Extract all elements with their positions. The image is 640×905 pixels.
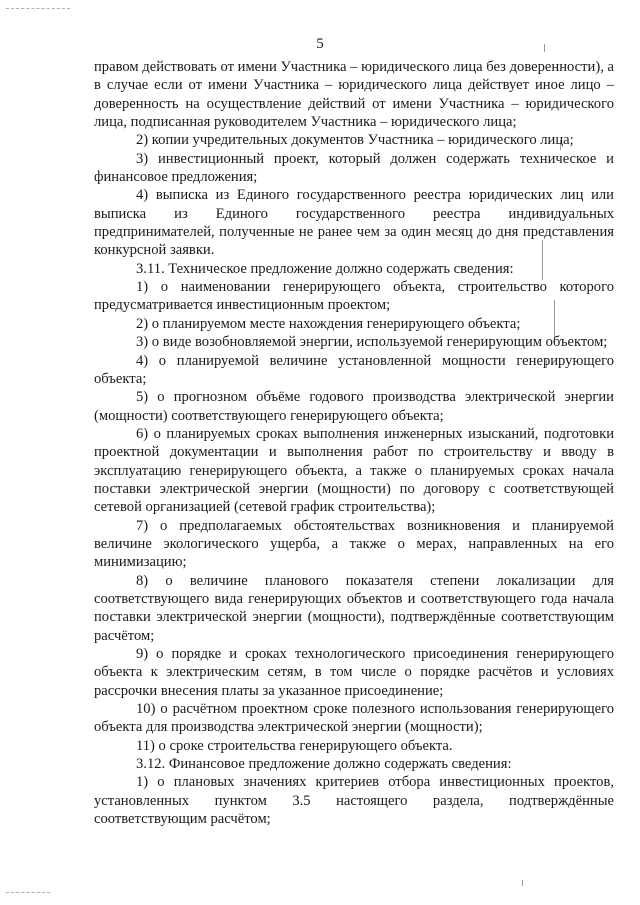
scan-artifact-mark (522, 880, 523, 886)
paragraph: 1) о наименовании генерирующего объекта, строительство которого предусматривается инвестиционным проектом; (94, 279, 614, 314)
paragraph: правом действовать от имени Участника – юридического лица без доверенности), а в случае если от имени Участника – юридического лица действует иное лицо – доверенность на осуществление действий от имени Участника – юридического лица, подписанная руководителем Участника – юридического лица; (94, 59, 614, 131)
paragraph: 3) о виде возобновляемой энергии, используемой генерирующим объектом; (136, 334, 608, 351)
paragraph: 7) о предполагаемых обстоятельствах возникновения и планируемой величине экологического ущерба, а также о мерах, направленных на его минимизацию; (94, 517, 614, 571)
scan-artifact-bottom (6, 892, 50, 893)
paragraph: 4) выписка из Единого государственного реестра юридических лиц или выписка из Единого государственного реестра индивидуальных предпринимателей, полученные не ранее чем за один месяц до дня представления конкурсной заявки. (94, 187, 614, 259)
paragraph: 2) о планируемом месте нахождения генерирующего объекта; (136, 315, 521, 332)
page-number: 5 (316, 36, 324, 52)
paragraph: 6) о планируемых сроках выполнения инженерных изысканий, подготовки проектной документации и выполнения работ по строительству и вводу в эксплуатацию генерирующего объекта, а также о планируемых сроках начала поставки электрической энергии (мощности) по договору с соответствующей сетевой организацией (сетевой график строительства); (94, 425, 614, 516)
paragraph: 3.11. Техническое предложение должно содержать сведения: (136, 260, 514, 277)
paragraph: 3) инвестиционный проект, который должен содержать техническое и финансовое предложения; (94, 150, 614, 186)
paragraph: 9) о порядке и сроках технологического присоединения генерирующего объекта к электрическим сетям, в том числе о порядке расчётов и условиях рассрочки внесения платы за указанное присоединение; (94, 646, 614, 699)
paragraph: 10) о расчётном проектном сроке полезного использования генерирующего объекта для производства электрической энергии (мощности); (94, 701, 614, 736)
scan-artifact-top (6, 8, 70, 9)
document-body (94, 58, 614, 828)
paragraph: 4) о планируемой величине установленной мощности генерирующего объекта; (94, 352, 614, 387)
paragraph: 2) копии учредительных документов Участника – юридического лица; (136, 132, 574, 149)
paragraph: 8) о величине планового показателя степени локализации для соответствующего вида генерирующих объектов и соответствующего года начала поставки электрической энергии (мощности), подтверждённые соответствующим расчётом; (94, 572, 614, 644)
paragraph: 5) о прогнозном объёме годового производства электрической энергии (мощности) соответствующего генерирующего объекта; (94, 389, 614, 424)
paragraph: 1) о плановых значениях критериев отбора инвестиционных проектов, установленных пунктом 3.5 настоящего раздела, подтверждённые соответствующим расчётом; (94, 774, 614, 828)
paragraph: 3.12. Финансовое предложение должно содержать сведения: (136, 756, 512, 773)
paragraph: 11) о сроке строительства генерирующего объекта. (136, 737, 453, 754)
